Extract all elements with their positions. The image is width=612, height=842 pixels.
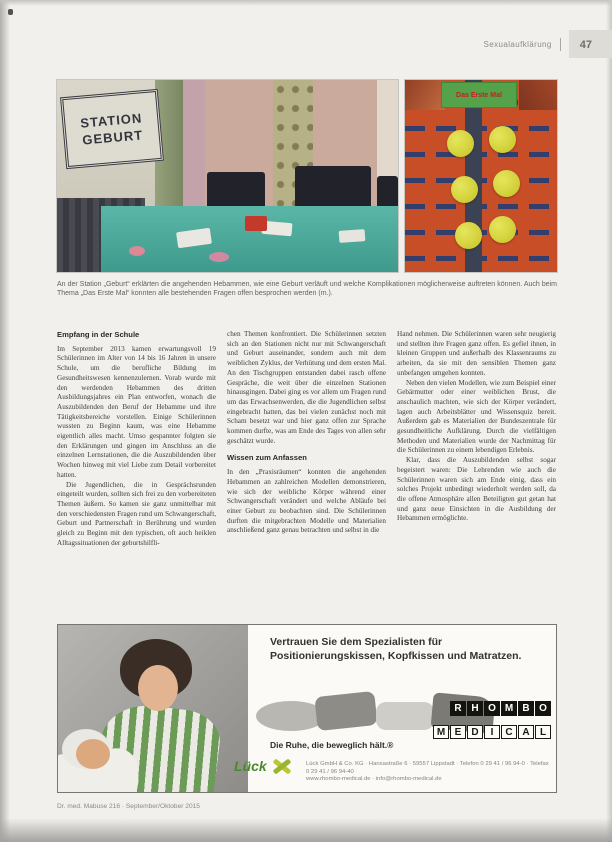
scan-edge-left bbox=[0, 0, 10, 842]
red-box bbox=[245, 216, 267, 231]
brand-row-medical: M E D I C A L bbox=[433, 725, 551, 739]
yellow-dot bbox=[489, 126, 516, 153]
photo-poster bbox=[405, 80, 557, 272]
ad-contact-line2: www.rhombo-medical.de · info@rhombo-medical.de bbox=[306, 776, 442, 783]
ad-headline: Vertrauen Sie dem Spezialisten für Positionierungskissen, Kopfkissen und Matratzen. bbox=[270, 636, 522, 662]
station-geburt-sign bbox=[60, 89, 164, 169]
photo-classroom bbox=[57, 80, 398, 272]
photo-caption: An der Station „Geburt“ erklärten die angehenden Hebammen, wie eine Geburt verläuft und welche Komplikationen möglicherweise auftreten können. Auch beim Thema „Das Erste Mal“ konnten alle bestehenden Fragen offen besprochen werden (m.). bbox=[57, 281, 557, 297]
scan-speck bbox=[8, 9, 13, 15]
page-header bbox=[0, 30, 612, 58]
pink-item bbox=[209, 252, 229, 262]
yellow-dot bbox=[455, 222, 482, 249]
poster-title-banner bbox=[441, 82, 517, 108]
article-column-2 bbox=[227, 330, 386, 548]
paragraph: Klar, dass die Auszubildenden selbst sogar begeistert waren: Die Lehrenden wie auch die Schülerinnen waren sich am Ende einig, dass ein solches Projekt unbedingt wiederholt werden soll, da die offene Atmosphäre allen Beteiligten gut getan hat und ganz neue Einsichten in die Ausbildung der Hebammen ermöglichte. bbox=[397, 456, 556, 523]
caregiver-face bbox=[138, 665, 178, 711]
paragraph: In den „Praxisräumen“ konnten die angehenden Hebammen an zahlreichen Modellen demonstrieren, wie sich der weibliche Körper während einer Schwangerschaft verändert und welche Abläufe bei einer Geburt zu beobachten sind. Die Schülerinnen durften die mitgebrachten Modelle und Materialien anschließend ganz genau betrachten und selbst in die bbox=[227, 468, 386, 535]
ad-slogan: Die Ruhe, die beweglich hält.® bbox=[270, 740, 394, 750]
yellow-dot bbox=[493, 170, 520, 197]
pink-item bbox=[129, 246, 145, 256]
paragraph: Im September 2013 kamen erwartungsvoll 19 Schülerinnen im Alter von 14 bis 16 Jahren in unsere Schule, um die berufliche Bildung im Gesundheitswesen kennenzulernen. Vorab wurde mit den werdenden Hebammen des dritten Ausbildungsjahres ein Plan entworfen, wonach die Auszubildenden den Beruf der Hebamme und ihre Tätigkeitsbereiche vorstellen. Einige Schülerinnen wussten zu Beginn kaum, was eine Hebamme eigentlich alles macht. Umso gespannter folgten sie den Erklärungen und gingen im Anschluss an die einzelnen Lernstationen, die die Auszubildenden über Wochen hinweg mit viel Liebe zum Detail vorbereitet hatten. bbox=[57, 344, 216, 479]
paragraph: Hand nehmen. Die Schülerinnen waren sehr neugierig und stellten ihre Fragen ganz offen. Es gefiel ihnen, in kleinen Gruppen und außerhalb des Klassenraums zu arbeiten, da sie mit den sensiblen Themen ganz unbefangen umgehen konnten. bbox=[397, 330, 556, 377]
brand-row-rhombo: R H O M B O bbox=[450, 701, 551, 716]
section-rubric: Sexualaufklärung bbox=[483, 39, 552, 49]
scan-edge-bottom bbox=[0, 818, 612, 842]
yellow-dot bbox=[447, 130, 474, 157]
poster-title: Das Erste Mal bbox=[456, 91, 502, 99]
page-number: 47 bbox=[579, 39, 592, 51]
advertisement-rhombo bbox=[57, 624, 557, 793]
lueck-wordmark: Lück bbox=[234, 758, 267, 774]
yellow-dot bbox=[489, 216, 516, 243]
patient-face bbox=[76, 739, 110, 769]
photo-row bbox=[57, 80, 557, 272]
photo-corner-hands bbox=[405, 80, 445, 110]
heading-empfang: Empfang in der Schule bbox=[57, 330, 140, 339]
page-number-box bbox=[569, 30, 612, 58]
ad-contact-line1: Lück GmbH & Co. KG · Hansastraße 6 · 59557 Lippstadt · Telefon 0 29 41 / 96 94-0 · Telefax 0 29 41 / 96 94-40 bbox=[306, 761, 549, 775]
heading-wissen: Wissen zum Anfassen bbox=[227, 453, 307, 463]
pillow-product bbox=[376, 702, 434, 730]
lueck-x-icon bbox=[270, 754, 294, 778]
scan-edge-right bbox=[606, 0, 612, 842]
paragraph: Die Jugendlichen, die in Gesprächsrunden eingeteilt wurden, sollten sich frei zu den vorbereiteten Themen äußern. So kamen sie ganz unmittelbar mit den verschiedensten Fragen rund um Schwangerschaft, Geburt und Partnerschaft in Berührung und wurden gleich zu Beginn mit den typischen, oft auch heiklen Alltagssituationen der geburtshilfli- bbox=[57, 480, 216, 547]
paragraph: Neben den vielen Modellen, wie zum Beispiel einer Gebärmutter oder einer weiblichen Brust, die anschaulich machten, wie sich der Körper verändert, lagen auch Arbeitsblätter und Wissensquiz bereit. Außerdem gab es Materialien der Bundeszentrale für gesundheitliche Aufklärung. Durch die vielfältigen Methoden und Materialien wurde der Nachmittag für die Schülerinnen zu einem lebendigen Erlebnis. bbox=[397, 378, 556, 455]
yellow-dot bbox=[451, 176, 478, 203]
paper-sheet bbox=[339, 229, 366, 243]
sign-line1: STATION bbox=[79, 110, 143, 131]
photo-corner-hands bbox=[519, 80, 557, 110]
ad-contact bbox=[306, 761, 550, 784]
article-body bbox=[57, 330, 557, 548]
ad-photo-caregiver bbox=[58, 625, 248, 792]
paragraph: chen Themen konfrontiert. Die Schülerinnen setzten sich an den Stationen nicht nur mit Schwangerschaft und Geburt auseinander, sondern auch mit dem weiblichen Zyklus, der Verhütung und dem ersten Mal. An den Tischgruppen entstanden dabei rasch offene Gespräche, die weit über die einzelnen Stationen hinausgingen. Dabei ging es vor allem um Fragen rund um das Erwachsenwerden, die die Jugendlichen selbst eingebracht hatten, das bei vielen zunächst noch mit Scham besetzt war und hier ganz offen zur Sprache kommen durfte, was am Ende des Tages von allen sehr geschätzt wurde. bbox=[227, 330, 386, 445]
pillow-product bbox=[314, 691, 377, 731]
page-footer: Dr. med. Mabuse 216 · September/Oktober 2015 bbox=[57, 803, 200, 810]
sign-line2: GEBURT bbox=[81, 127, 144, 148]
article-column-3 bbox=[397, 330, 556, 548]
scan-edge-top bbox=[0, 0, 612, 6]
lueck-logo bbox=[234, 754, 294, 778]
article-column-1 bbox=[57, 330, 216, 548]
rose-drape bbox=[183, 80, 205, 222]
rhombo-medical-logo bbox=[433, 701, 551, 739]
header-divider bbox=[560, 38, 561, 51]
